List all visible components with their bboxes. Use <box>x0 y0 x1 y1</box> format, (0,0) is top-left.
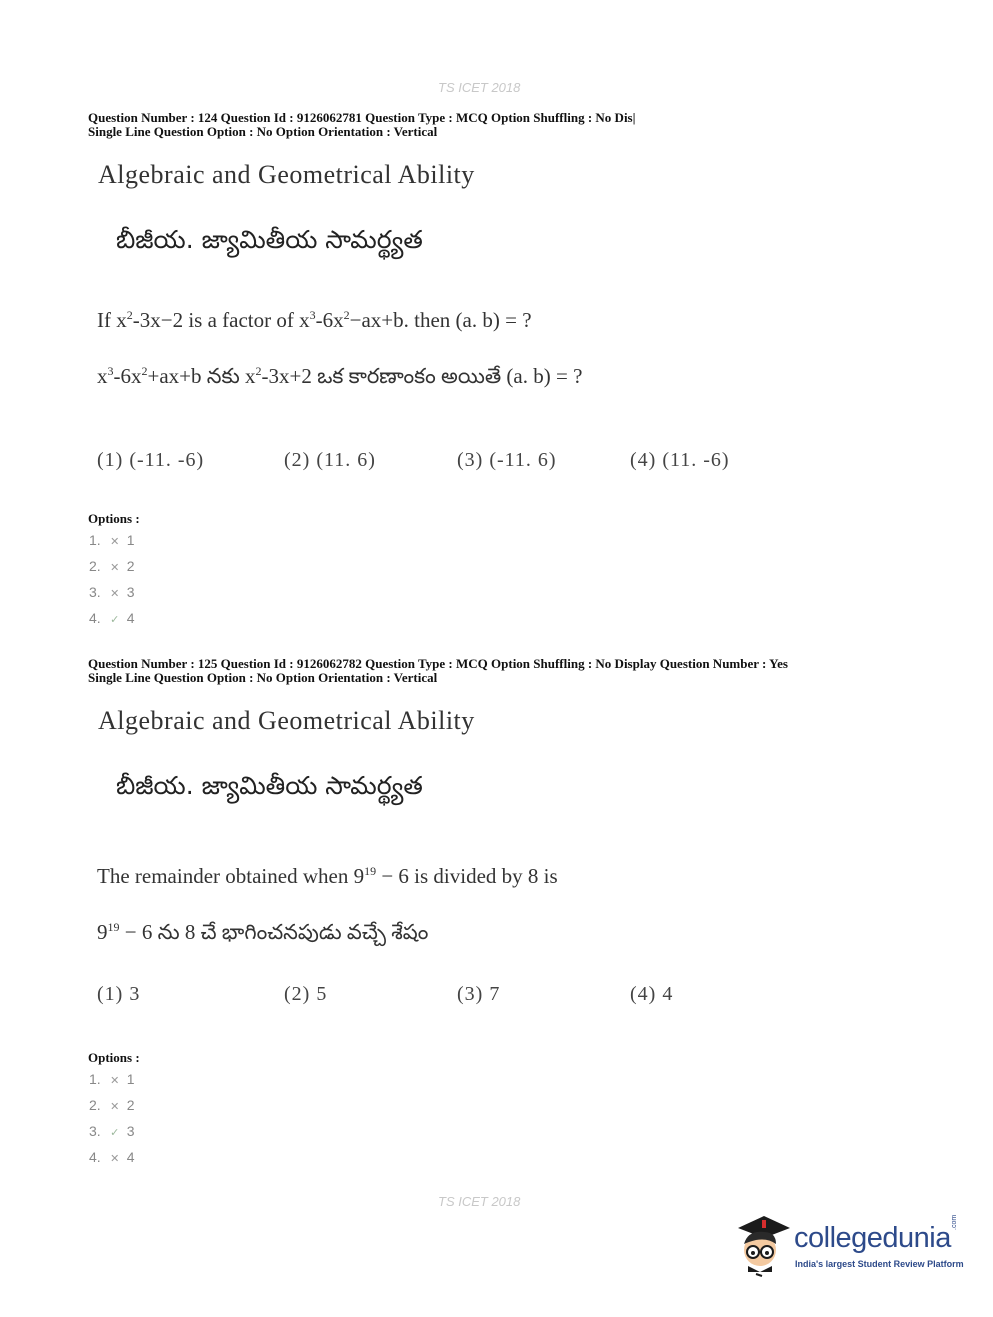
question-124-option-4[interactable]: 4. ✓ 4 <box>89 610 135 626</box>
question-124-options-label: Options : <box>88 511 140 526</box>
cross-icon: ✕ <box>110 1075 120 1087</box>
question-125-choice-3: (3) 7 <box>457 983 501 1005</box>
cross-icon: ✕ <box>110 1101 120 1113</box>
question-124-option-1[interactable]: 1. ✕ 1 <box>89 532 135 548</box>
question-124-option-2[interactable]: 2. ✕ 2 <box>89 558 135 574</box>
question-125-option-2[interactable]: 2. ✕ 2 <box>89 1097 135 1113</box>
question-124-meta-line1: Question Number : 124 Question Id : 9126062781 Question Type : MCQ Option Shuffling : No Dis| <box>88 110 636 125</box>
question-124-section-title: Algebraic and Geometrical Ability <box>98 160 475 189</box>
question-125-option-1[interactable]: 1. ✕ 1 <box>89 1071 135 1087</box>
question-124-choice-2: (2) (11. 6) <box>284 449 376 471</box>
cross-icon: ✕ <box>110 536 120 548</box>
footer-watermark: TS ICET 2018 <box>438 1194 521 1209</box>
question-124-choice-3: (3) (-11. 6) <box>457 449 557 471</box>
header-watermark: TS ICET 2018 <box>438 80 521 95</box>
question-124-text-telugu: $x^3-6x^2+ax+b$ నకు $x^2-3x+2$ ఒక కారణాంకం అయితే (a. b) = ? <box>97 364 583 388</box>
question-125-meta-line2: Single Line Question Option : No Option Orientation : Vertical <box>88 670 438 685</box>
question-125-section-title: Algebraic and Geometrical Ability <box>98 706 475 735</box>
question-124-meta-line2: Single Line Question Option : No Option Orientation : Vertical <box>88 124 438 139</box>
student-mascot-icon <box>734 1210 792 1280</box>
question-125-choice-1: (1) 3 <box>97 983 141 1005</box>
question-125-option-4[interactable]: 4. ✕ 4 <box>89 1149 135 1165</box>
question-124-section-title-telugu: బీజీయ. జ్యామితీయ సామర్థ్యత <box>116 225 423 254</box>
cross-icon: ✕ <box>110 588 120 600</box>
logo-wordmark: collegedunia <box>794 1222 951 1254</box>
question-124-option-3[interactable]: 3. ✕ 3 <box>89 584 135 600</box>
question-125-options-label: Options : <box>88 1050 140 1065</box>
question-125-meta-line1: Question Number : 125 Question Id : 9126062782 Question Type : MCQ Option Shuffling : No Display Question Number : Yes <box>88 656 788 671</box>
question-125-choice-2: (2) 5 <box>284 983 328 1005</box>
check-icon: ✓ <box>110 614 120 626</box>
collegedunia-logo <box>734 1210 964 1282</box>
question-125-choice-4: (4) 4 <box>630 983 674 1005</box>
question-125-text-telugu: $9^{19} - 6$ ను 8 చే భాగించనపుడు వచ్చే శేషం <box>97 920 429 944</box>
cross-icon: ✕ <box>110 1153 120 1165</box>
question-125-section-title-telugu: బీజీయ. జ్యామితీయ సామర్థ్యత <box>116 771 423 800</box>
cross-icon: ✕ <box>110 562 120 574</box>
check-icon: ✓ <box>110 1127 120 1139</box>
question-124-choice-1: (1) (-11. -6) <box>97 449 205 471</box>
logo-tagline: India's largest Student Review Platform <box>795 1259 964 1269</box>
logo-domain: .com <box>951 1214 958 1230</box>
question-125-option-3[interactable]: 3. ✓ 3 <box>89 1123 135 1139</box>
question-124-choice-4: (4) (11. -6) <box>630 449 730 471</box>
question-124-text-english: If $x^2-3x-2$ is a factor of $x^3-6x^2-ax+b$. then (a. b) = ? <box>97 308 532 332</box>
question-125-text-english: The remainder obtained when $9^{19} - 6$ is divided by 8 is <box>97 864 558 888</box>
